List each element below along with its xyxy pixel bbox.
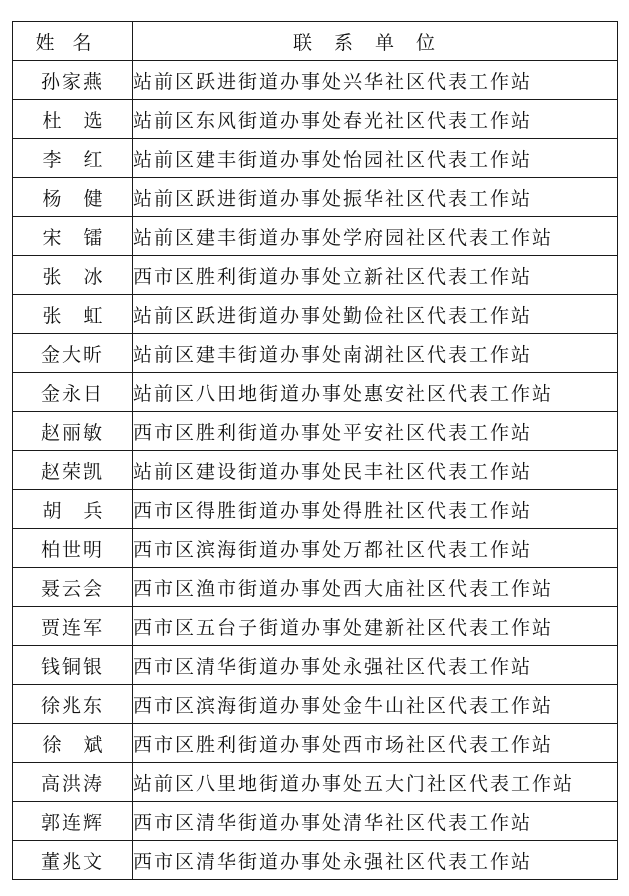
- table-row: [13, 763, 618, 802]
- table-row: [13, 61, 618, 100]
- table-row: [13, 529, 618, 568]
- person-name: 杜选: [13, 100, 133, 139]
- person-name: 胡兵: [13, 490, 133, 529]
- contact-unit: 西市区清华街道办事处永强社区代表工作站: [133, 841, 618, 880]
- table-row: [13, 412, 618, 451]
- contact-unit: 站前区建设街道办事处民丰社区代表工作站: [133, 451, 618, 490]
- contact-unit: 站前区跃进街道办事处兴华社区代表工作站: [133, 61, 618, 100]
- person-name: 高洪涛: [13, 763, 133, 802]
- table-row: [13, 607, 618, 646]
- table-row: [13, 334, 618, 373]
- person-name: 贾连军: [13, 607, 133, 646]
- contact-unit: 站前区建丰街道办事处学府园社区代表工作站: [133, 217, 618, 256]
- person-name: 孙家燕: [13, 61, 133, 100]
- column-header-unit: 联系单位: [133, 22, 618, 61]
- person-name: 徐兆东: [13, 685, 133, 724]
- table-row: [13, 724, 618, 763]
- header-row: [13, 22, 618, 61]
- column-header-name: 姓名: [13, 22, 133, 61]
- contact-table: [12, 21, 618, 880]
- contact-unit: 西市区胜利街道办事处平安社区代表工作站: [133, 412, 618, 451]
- contact-unit: 站前区跃进街道办事处勤俭社区代表工作站: [133, 295, 618, 334]
- table-row: [13, 802, 618, 841]
- person-name: 钱铜银: [13, 646, 133, 685]
- contact-unit: 站前区八里地街道办事处五大门社区代表工作站: [133, 763, 618, 802]
- contact-unit: 站前区建丰街道办事处怡园社区代表工作站: [133, 139, 618, 178]
- table-row: [13, 256, 618, 295]
- contact-unit: 西市区清华街道办事处清华社区代表工作站: [133, 802, 618, 841]
- contact-unit: 西市区清华街道办事处永强社区代表工作站: [133, 646, 618, 685]
- table-row: [13, 646, 618, 685]
- person-name: 郭连辉: [13, 802, 133, 841]
- person-name: 柏世明: [13, 529, 133, 568]
- table-row: [13, 139, 618, 178]
- table-row: [13, 490, 618, 529]
- table-row: [13, 685, 618, 724]
- table-row: [13, 451, 618, 490]
- table-row: [13, 100, 618, 139]
- contact-unit: 西市区五台子街道办事处建新社区代表工作站: [133, 607, 618, 646]
- person-name: 聂云会: [13, 568, 133, 607]
- contact-unit: 站前区东风街道办事处春光社区代表工作站: [133, 100, 618, 139]
- contact-unit: 西市区得胜街道办事处得胜社区代表工作站: [133, 490, 618, 529]
- person-name: 宋镭: [13, 217, 133, 256]
- table-row: [13, 178, 618, 217]
- person-name: 李红: [13, 139, 133, 178]
- person-name: 金大昕: [13, 334, 133, 373]
- person-name: 张冰: [13, 256, 133, 295]
- person-name: 徐斌: [13, 724, 133, 763]
- contact-unit: 西市区胜利街道办事处西市场社区代表工作站: [133, 724, 618, 763]
- table-row: [13, 295, 618, 334]
- person-name: 赵荣凯: [13, 451, 133, 490]
- person-name: 张虹: [13, 295, 133, 334]
- contact-unit: 西市区渔市街道办事处西大庙社区代表工作站: [133, 568, 618, 607]
- contact-unit: 西市区滨海街道办事处万都社区代表工作站: [133, 529, 618, 568]
- table-row: [13, 568, 618, 607]
- table-row: [13, 373, 618, 412]
- person-name: 金永日: [13, 373, 133, 412]
- contact-unit: 西市区胜利街道办事处立新社区代表工作站: [133, 256, 618, 295]
- person-name: 董兆文: [13, 841, 133, 880]
- contact-unit: 站前区建丰街道办事处南湖社区代表工作站: [133, 334, 618, 373]
- person-name: 杨健: [13, 178, 133, 217]
- contact-unit: 站前区跃进街道办事处振华社区代表工作站: [133, 178, 618, 217]
- table-row: [13, 841, 618, 880]
- table-row: [13, 217, 618, 256]
- contact-unit: 西市区滨海街道办事处金牛山社区代表工作站: [133, 685, 618, 724]
- person-name: 赵丽敏: [13, 412, 133, 451]
- contact-unit: 站前区八田地街道办事处惠安社区代表工作站: [133, 373, 618, 412]
